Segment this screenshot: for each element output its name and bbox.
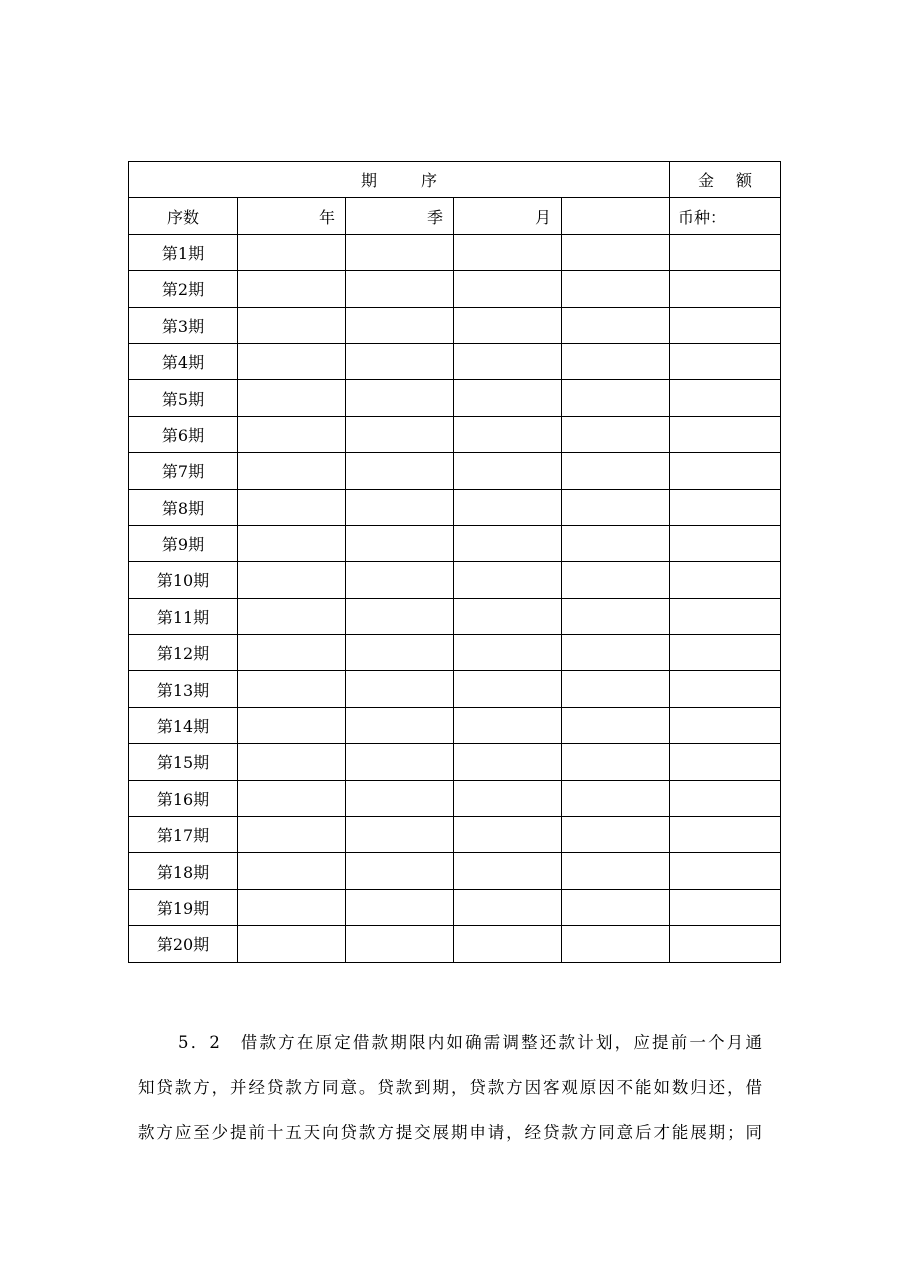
month-cell [454, 489, 562, 525]
amount-cell [670, 271, 781, 307]
amount-cell [670, 780, 781, 816]
seq-header: 序数 [129, 198, 238, 234]
period-number-cell: 第17期 [129, 817, 238, 853]
season-cell [346, 343, 454, 379]
period-number-cell: 第1期 [129, 234, 238, 270]
season-cell [346, 453, 454, 489]
month-cell [454, 271, 562, 307]
month-cell [454, 598, 562, 634]
blank-cell [562, 926, 670, 962]
amount-cell [670, 489, 781, 525]
season-cell [346, 598, 454, 634]
period-number-cell: 第11期 [129, 598, 238, 634]
month-cell [454, 562, 562, 598]
period-header-char-1: 期 [360, 171, 377, 191]
table-row [129, 817, 781, 853]
month-cell [454, 453, 562, 489]
table-row [129, 271, 781, 307]
blank-cell [562, 744, 670, 780]
period-number-cell: 第10期 [129, 562, 238, 598]
amount-cell [670, 744, 781, 780]
amount-cell [670, 234, 781, 270]
blank-cell [562, 853, 670, 889]
table-subheader-row [129, 198, 781, 234]
period-header-char-2: 序 [421, 171, 438, 191]
amount-cell [670, 889, 781, 925]
blank-cell [562, 598, 670, 634]
period-header [129, 162, 670, 198]
month-cell [454, 707, 562, 743]
period-number-cell: 第4期 [129, 343, 238, 379]
month-header: 月 [454, 198, 562, 234]
period-number-cell: 第20期 [129, 926, 238, 962]
month-cell [454, 307, 562, 343]
blank-cell [562, 489, 670, 525]
table-row [129, 416, 781, 452]
table-row [129, 889, 781, 925]
amount-cell [670, 453, 781, 489]
season-cell [346, 271, 454, 307]
year-cell [238, 780, 346, 816]
table-row [129, 635, 781, 671]
amount-cell [670, 853, 781, 889]
paragraph-line-1: 5．2 借款方在原定借款期限内如确需调整还款计划，应提前一个月通 [178, 1033, 762, 1052]
amount-cell [670, 598, 781, 634]
season-cell [346, 889, 454, 925]
season-cell [346, 234, 454, 270]
season-cell [346, 671, 454, 707]
season-cell [346, 744, 454, 780]
amount-header-char-2: 额 [736, 171, 753, 191]
month-cell [454, 889, 562, 925]
table-row [129, 562, 781, 598]
period-number-cell: 第6期 [129, 416, 238, 452]
amount-cell [670, 525, 781, 561]
table-row [129, 853, 781, 889]
season-cell [346, 707, 454, 743]
year-cell [238, 817, 346, 853]
paragraph-line-2: 知贷款方，并经贷款方同意。贷款到期，贷款方因客观原因不能如数归还，借 [138, 1078, 762, 1097]
amount-header-char-1: 金 [697, 171, 714, 191]
amount-header [670, 162, 781, 198]
season-cell [346, 416, 454, 452]
season-cell [346, 489, 454, 525]
year-cell [238, 343, 346, 379]
amount-cell [670, 380, 781, 416]
blank-cell [562, 780, 670, 816]
period-number-cell: 第8期 [129, 489, 238, 525]
season-cell [346, 307, 454, 343]
year-cell [238, 889, 346, 925]
year-cell [238, 707, 346, 743]
blank-cell [562, 416, 670, 452]
year-cell [238, 453, 346, 489]
amount-cell [670, 926, 781, 962]
season-header: 季 [346, 198, 454, 234]
table-row [129, 671, 781, 707]
month-cell [454, 416, 562, 452]
table-row [129, 707, 781, 743]
period-number-cell: 第15期 [129, 744, 238, 780]
month-cell [454, 926, 562, 962]
month-cell [454, 780, 562, 816]
table-row [129, 598, 781, 634]
currency-header: 币种： [670, 198, 781, 234]
amount-cell [670, 416, 781, 452]
amount-cell [670, 671, 781, 707]
amount-cell [670, 707, 781, 743]
season-cell [346, 380, 454, 416]
table-row [129, 926, 781, 962]
month-cell [454, 635, 562, 671]
year-cell [238, 416, 346, 452]
table-row [129, 234, 781, 270]
table-row [129, 343, 781, 379]
month-cell [454, 817, 562, 853]
month-cell [454, 380, 562, 416]
blank-cell [562, 707, 670, 743]
paragraph-line-3: 款方应至少提前十五天向贷款方提交展期申请，经贷款方同意后才能展期；同 [138, 1123, 762, 1142]
table-row [129, 307, 781, 343]
period-number-cell: 第5期 [129, 380, 238, 416]
table-row [129, 744, 781, 780]
season-cell [346, 562, 454, 598]
year-cell [238, 234, 346, 270]
year-cell [238, 489, 346, 525]
season-cell [346, 926, 454, 962]
year-cell [238, 598, 346, 634]
period-number-cell: 第16期 [129, 780, 238, 816]
period-number-cell: 第19期 [129, 889, 238, 925]
period-number-cell: 第7期 [129, 453, 238, 489]
amount-cell [670, 307, 781, 343]
table-row [129, 780, 781, 816]
blank-cell [562, 234, 670, 270]
table-header-row [129, 162, 781, 198]
month-cell [454, 234, 562, 270]
season-cell [346, 780, 454, 816]
year-cell [238, 926, 346, 962]
blank-cell [562, 271, 670, 307]
year-cell [238, 307, 346, 343]
period-number-cell: 第13期 [129, 671, 238, 707]
table-row [129, 525, 781, 561]
blank-cell [562, 343, 670, 379]
blank-cell [562, 562, 670, 598]
blank-cell [562, 671, 670, 707]
repayment-schedule-table [128, 161, 781, 963]
amount-cell [670, 817, 781, 853]
month-cell [454, 525, 562, 561]
year-cell [238, 744, 346, 780]
amount-cell [670, 343, 781, 379]
table-row [129, 489, 781, 525]
table-row [129, 453, 781, 489]
clause-paragraph [138, 1020, 762, 1155]
year-cell [238, 562, 346, 598]
blank-cell [562, 380, 670, 416]
year-cell [238, 635, 346, 671]
year-cell [238, 380, 346, 416]
period-number-cell: 第14期 [129, 707, 238, 743]
period-number-cell: 第9期 [129, 525, 238, 561]
blank-cell [562, 525, 670, 561]
month-cell [454, 853, 562, 889]
period-number-cell: 第3期 [129, 307, 238, 343]
period-number-cell: 第2期 [129, 271, 238, 307]
blank-cell [562, 889, 670, 925]
year-cell [238, 271, 346, 307]
year-header: 年 [238, 198, 346, 234]
amount-cell [670, 562, 781, 598]
season-cell [346, 817, 454, 853]
blank-cell [562, 453, 670, 489]
season-cell [346, 635, 454, 671]
blank-cell [562, 635, 670, 671]
blank-header [562, 198, 670, 234]
year-cell [238, 671, 346, 707]
blank-cell [562, 817, 670, 853]
month-cell [454, 343, 562, 379]
year-cell [238, 853, 346, 889]
blank-cell [562, 307, 670, 343]
month-cell [454, 671, 562, 707]
amount-cell [670, 635, 781, 671]
period-number-cell: 第18期 [129, 853, 238, 889]
year-cell [238, 525, 346, 561]
table-row [129, 380, 781, 416]
month-cell [454, 744, 562, 780]
season-cell [346, 853, 454, 889]
period-number-cell: 第12期 [129, 635, 238, 671]
season-cell [346, 525, 454, 561]
